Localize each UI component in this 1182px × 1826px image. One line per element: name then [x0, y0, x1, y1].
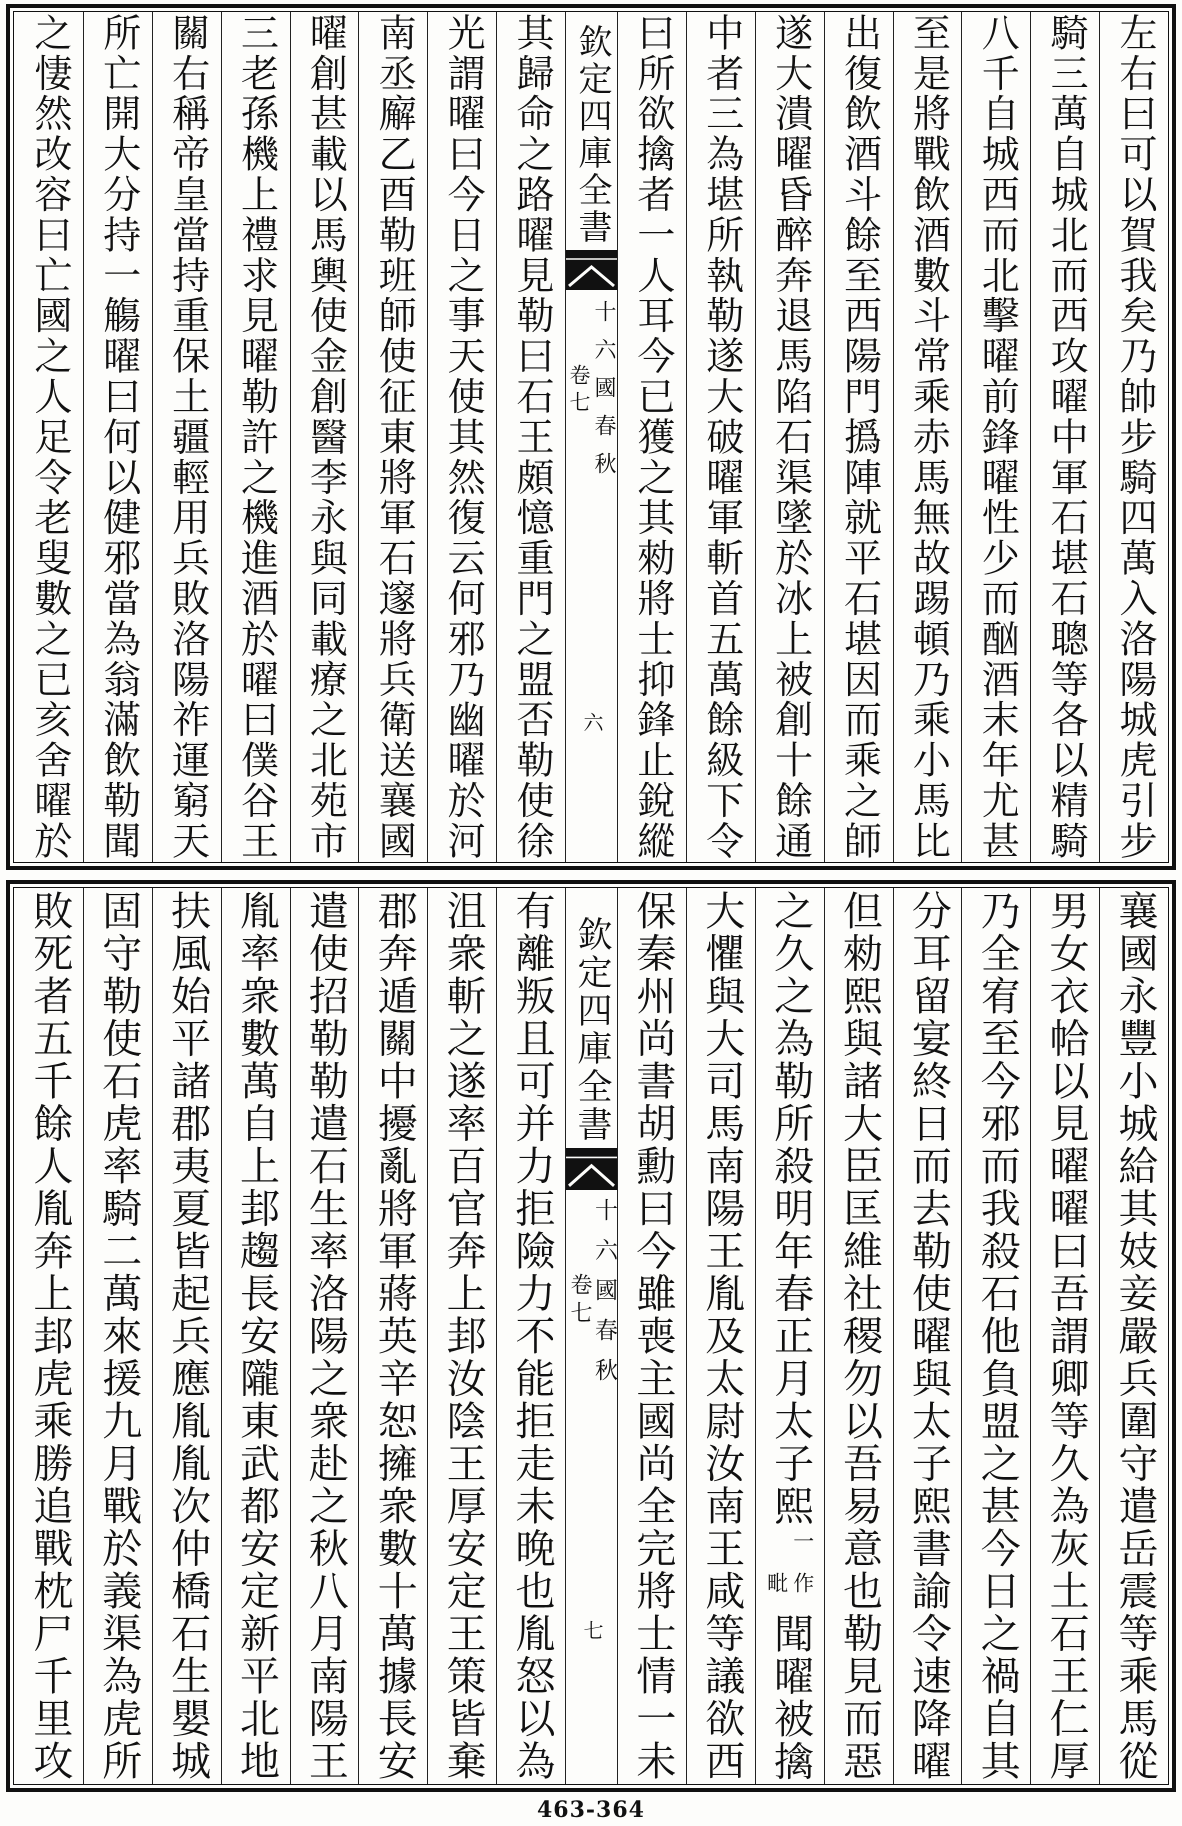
text-column: 之悽然改容曰亡國之人足令老叟數之已亥舍曜於: [27, 13, 72, 862]
text-column: 敗死者五千餘人胤奔上邽虎乘勝追戰枕尸千里攻: [26, 890, 73, 1783]
text-column: 光謂曜曰今日之事天使其然復云何邪乃幽曜於河: [427, 12, 496, 862]
upper-half-page: [6, 4, 1176, 870]
text-column: 出復飲酒斗餘至西陽門撝陣就平石堪因而乘之師: [824, 12, 893, 862]
text-column: 郡奔遁關中擾亂將軍蔣英辛恕擁衆數十萬據長安: [358, 888, 427, 1784]
text-column: 保秦州尚書胡勳曰今雖喪主國尚全完將士情一未: [617, 888, 686, 1784]
text-column: 中者三為堪所執勒遂大破曜軍斬首五萬餘級下令: [686, 12, 755, 862]
text-column: 固守勒使石虎率騎二萬來援九月戰於義渠為虎所: [83, 888, 152, 1784]
inner-border-frame: [13, 887, 1169, 1785]
text-column: 所亡開大分持一觴曜曰何以健邪當為翁滿飲勒聞: [83, 12, 152, 862]
inner-border-frame: [13, 11, 1169, 863]
text-column: 襄國永豐小城給其妓妾嚴兵圍守遣岳震等乘馬從: [1099, 888, 1168, 1784]
text-column: 曰所欲擒者一人耳今已獲之其勑將士抑鋒止銳縱: [617, 12, 686, 862]
text-column: 分耳留宴終日而去勒使曜與太子熙書諭令速降曜: [893, 888, 962, 1784]
volume-label: 卷七: [567, 364, 591, 418]
text-column: 扶風始平諸郡夷夏皆起兵應胤胤次仲橋石生嬰城: [152, 888, 221, 1784]
text-column: 但勑熙與諸大臣匡維社稷勿以吾易意也勒見而惡: [824, 888, 893, 1784]
text-column: 有離叛且可并力拒險力不能拒走未晚也胤怒以為: [496, 888, 565, 1784]
annotated-text-column: [755, 888, 824, 1784]
fishtail-ornament: [566, 1148, 617, 1190]
text-column: 大懼與大司馬南陽王胤及太尉汝南王咸等議欲西: [686, 888, 755, 1784]
text-column: 左右曰可以賀我矣乃帥步騎四萬入洛陽城虎引步: [1099, 12, 1168, 862]
text-column: 曜創甚載以馬輿使金創醫李永與同載療之北苑市: [290, 12, 359, 862]
page-caption: 463-364: [537, 1797, 645, 1823]
center-fold-column: [565, 12, 617, 862]
text-column: 至是將戰飲酒數斗常乘赤馬無故踢頓乃乘小馬比: [893, 12, 962, 862]
folio-number: 七: [580, 1620, 604, 1640]
text-column: 男女衣帢以見曜曜曰吾謂卿等久為灰土石王仁厚: [1030, 888, 1099, 1784]
note-line-right: 一作: [790, 1530, 815, 1614]
book-title: 欽定四庫全書: [572, 24, 612, 246]
section-title: 十六國春秋: [591, 300, 616, 490]
text-column: 八千自城西而北擊曜前鋒曜性少而酗酒末年尤甚: [961, 12, 1030, 862]
section-title: 十六國春秋: [591, 1198, 617, 1398]
text-column: 其歸命之路曜見勒曰石王頗憶重門之盟否勒使徐: [496, 12, 565, 862]
text-column: 遣使招勒勒遣石生率洛陽之衆赴之秋八月南陽王: [290, 888, 359, 1784]
text-column: 沮衆斬之遂率百官奔上邽汝陰王厚安定王策皆棄: [427, 888, 496, 1784]
folio-number: 六: [580, 712, 604, 732]
center-fold-column: [565, 888, 617, 1784]
text-column: 乃全宥至今邪而我殺石他負盟之甚今日之禍自其: [961, 888, 1030, 1784]
interlinear-note: [756, 1528, 824, 1613]
fishtail-ornament: [566, 250, 617, 290]
text-column: 胤率衆數萬自上邽趨長安隴東武都安定新平北地: [221, 888, 290, 1784]
column-text-before-note: 之久之為勒所殺明年春正月太子熙: [767, 890, 814, 1528]
note-line-left: 毗: [764, 1572, 789, 1593]
book-title: 欽定四庫全書: [572, 916, 612, 1144]
text-column: 關右稱帝皇當持重保土疆輕用兵敗洛陽祚運窮天: [152, 12, 221, 862]
volume-label: 卷七: [567, 1273, 592, 1329]
column-text-after-note: 聞曜被擒: [767, 1613, 814, 1783]
text-column: 遂大潰曜昏醉奔退馬陷石渠墜於冰上被創十餘通: [755, 12, 824, 862]
text-column: 三老孫機上禮求見曜勒許之機進酒於曜曰僕谷王: [221, 12, 290, 862]
text-column: 南丞廨乙酉勒班師使征東將軍石邃將兵衛送襄國: [358, 12, 427, 862]
text-column: 騎三萬自城北而西攻曜中軍石堪石聰等各以精騎: [1030, 12, 1099, 862]
lower-half-page: [6, 880, 1176, 1792]
